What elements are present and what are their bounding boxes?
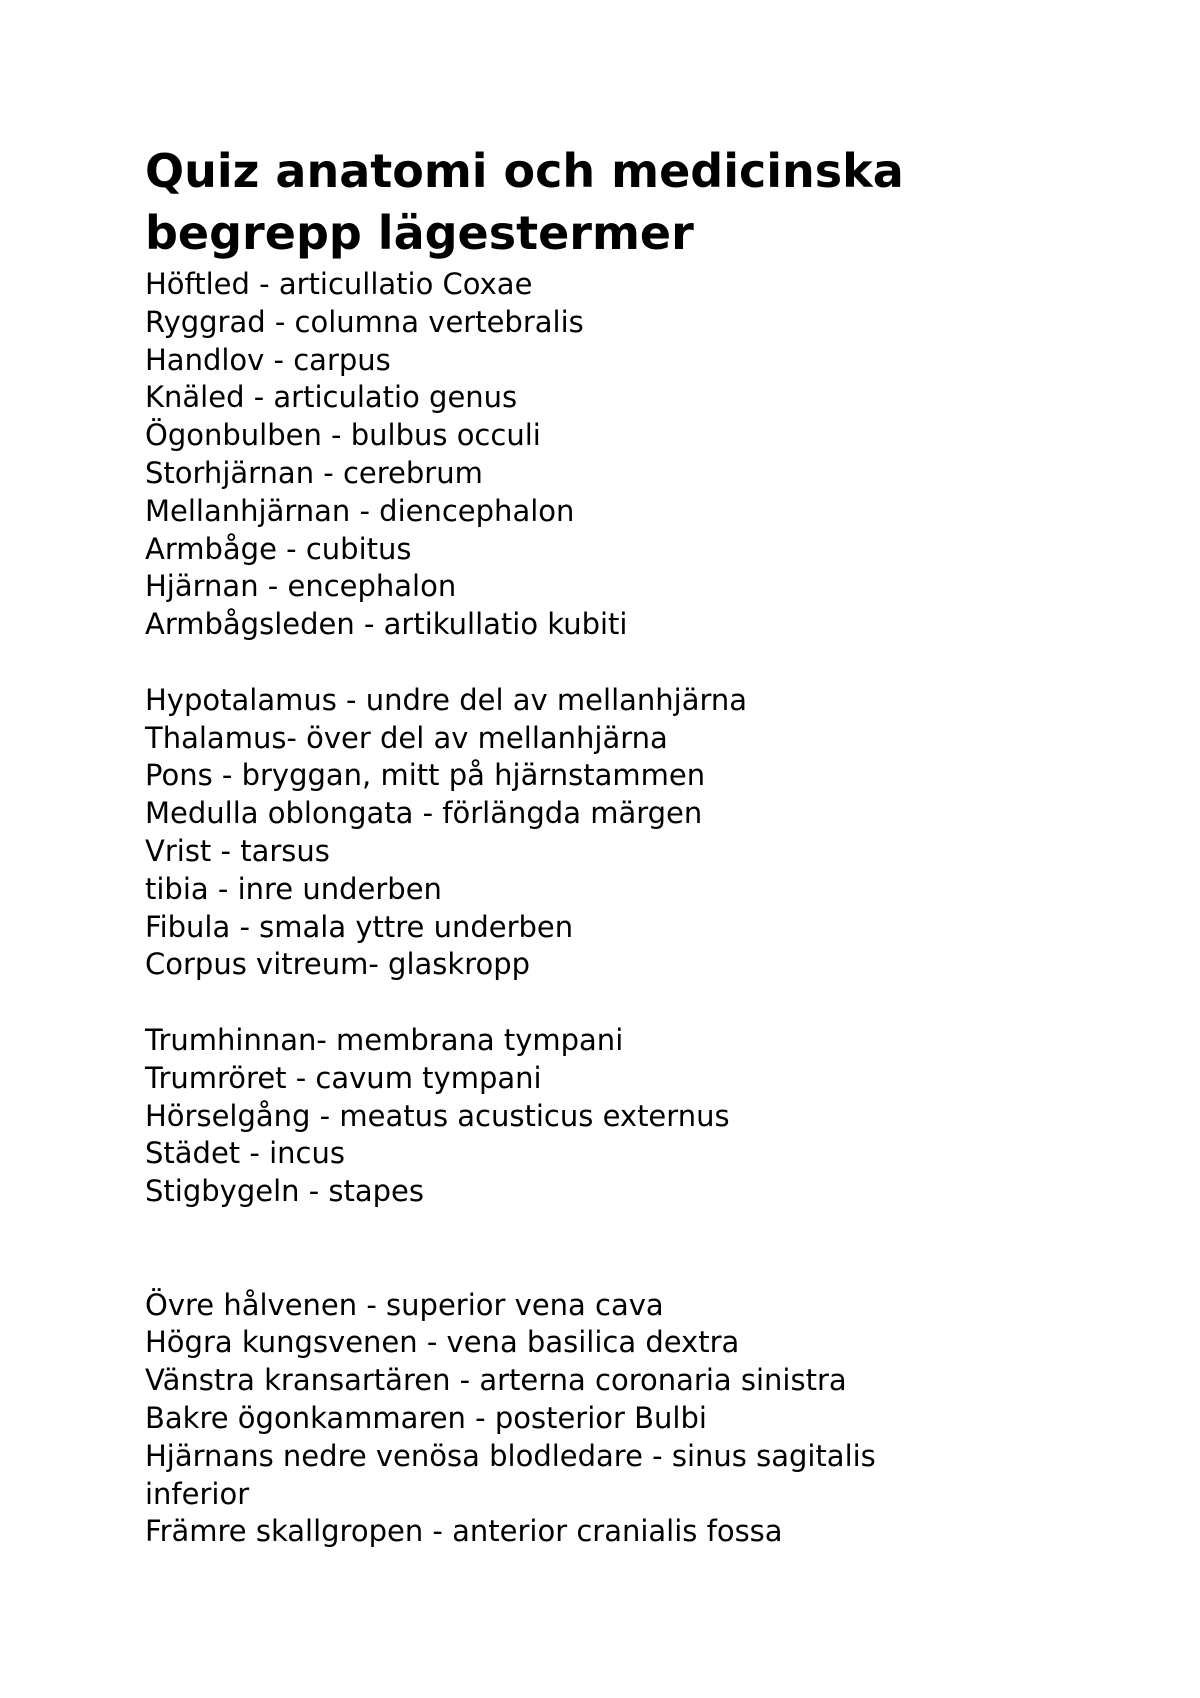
blank-lines [145,1211,1065,1287]
term-line: Medulla oblongata - förlängda märgen [145,796,703,831]
term-line: Thalamus- över del av mellanhjärna [145,720,668,755]
title-line-1: Quiz anatomi och medicinska [145,144,904,198]
term-line: Högra kungsvenen - vena basilica dextra [145,1325,740,1360]
blank-line [145,984,1065,1022]
term-line: Storhjärnan - cerebrum [145,455,483,490]
terms-section-4 [145,1287,1065,1552]
title-line-2: begrepp lägestermer [145,206,694,260]
terms-section-1 [145,266,1065,644]
term-line: Stigbygeln - stapes [145,1174,425,1209]
term-line: Vänstra kransartären - arterna coronaria sinistra [145,1363,847,1398]
term-line: Hypotalamus - undre del av mellanhjärna [145,682,748,717]
blank-line [145,644,1065,682]
term-line: Hjärnan - encephalon [145,569,457,604]
terms-section-2 [145,682,1065,984]
term-line: Handlov - carpus [145,342,391,377]
term-line: Trumhinnan- membrana tympani [145,1022,624,1057]
term-line: Mellanhjärnan - diencephalon [145,493,575,528]
term-line: Vrist - tarsus [145,833,330,868]
term-line: Övre hålvenen - superior vena cava [145,1287,664,1322]
term-line: tibia - inre underben [145,871,442,906]
term-line: Bakre ögonkammaren - posterior Bulbi [145,1400,707,1435]
term-line: Hjärnans nedre venösa blodledare - sinus sagitalis inferior [145,1438,876,1511]
term-line: Hörselgång - meatus acusticus externus [145,1098,730,1133]
term-line: Fibula - smala yttre underben [145,909,574,944]
document-title [145,140,1065,264]
term-line: Corpus vitreum- glaskropp [145,947,531,982]
term-line: Armbåge - cubitus [145,531,412,566]
term-line: Främre skallgropen - anterior cranialis fossa [145,1514,783,1549]
term-line: Ryggrad - columna vertebralis [145,304,584,339]
term-line: Knäled - articulatio genus [145,380,518,415]
term-line: Städet - incus [145,1136,345,1171]
document-page [145,140,1065,1551]
term-line: Pons - bryggan, mitt på hjärnstammen [145,758,706,793]
term-line: Höftled - articullatio Coxae [145,267,533,301]
term-line: Trumröret - cavum tympani [145,1060,542,1095]
term-line: Armbågsleden - artikullatio kubiti [145,607,628,642]
terms-section-3 [145,1022,1065,1211]
term-line: Ögonbulben - bulbus occuli [145,418,541,453]
